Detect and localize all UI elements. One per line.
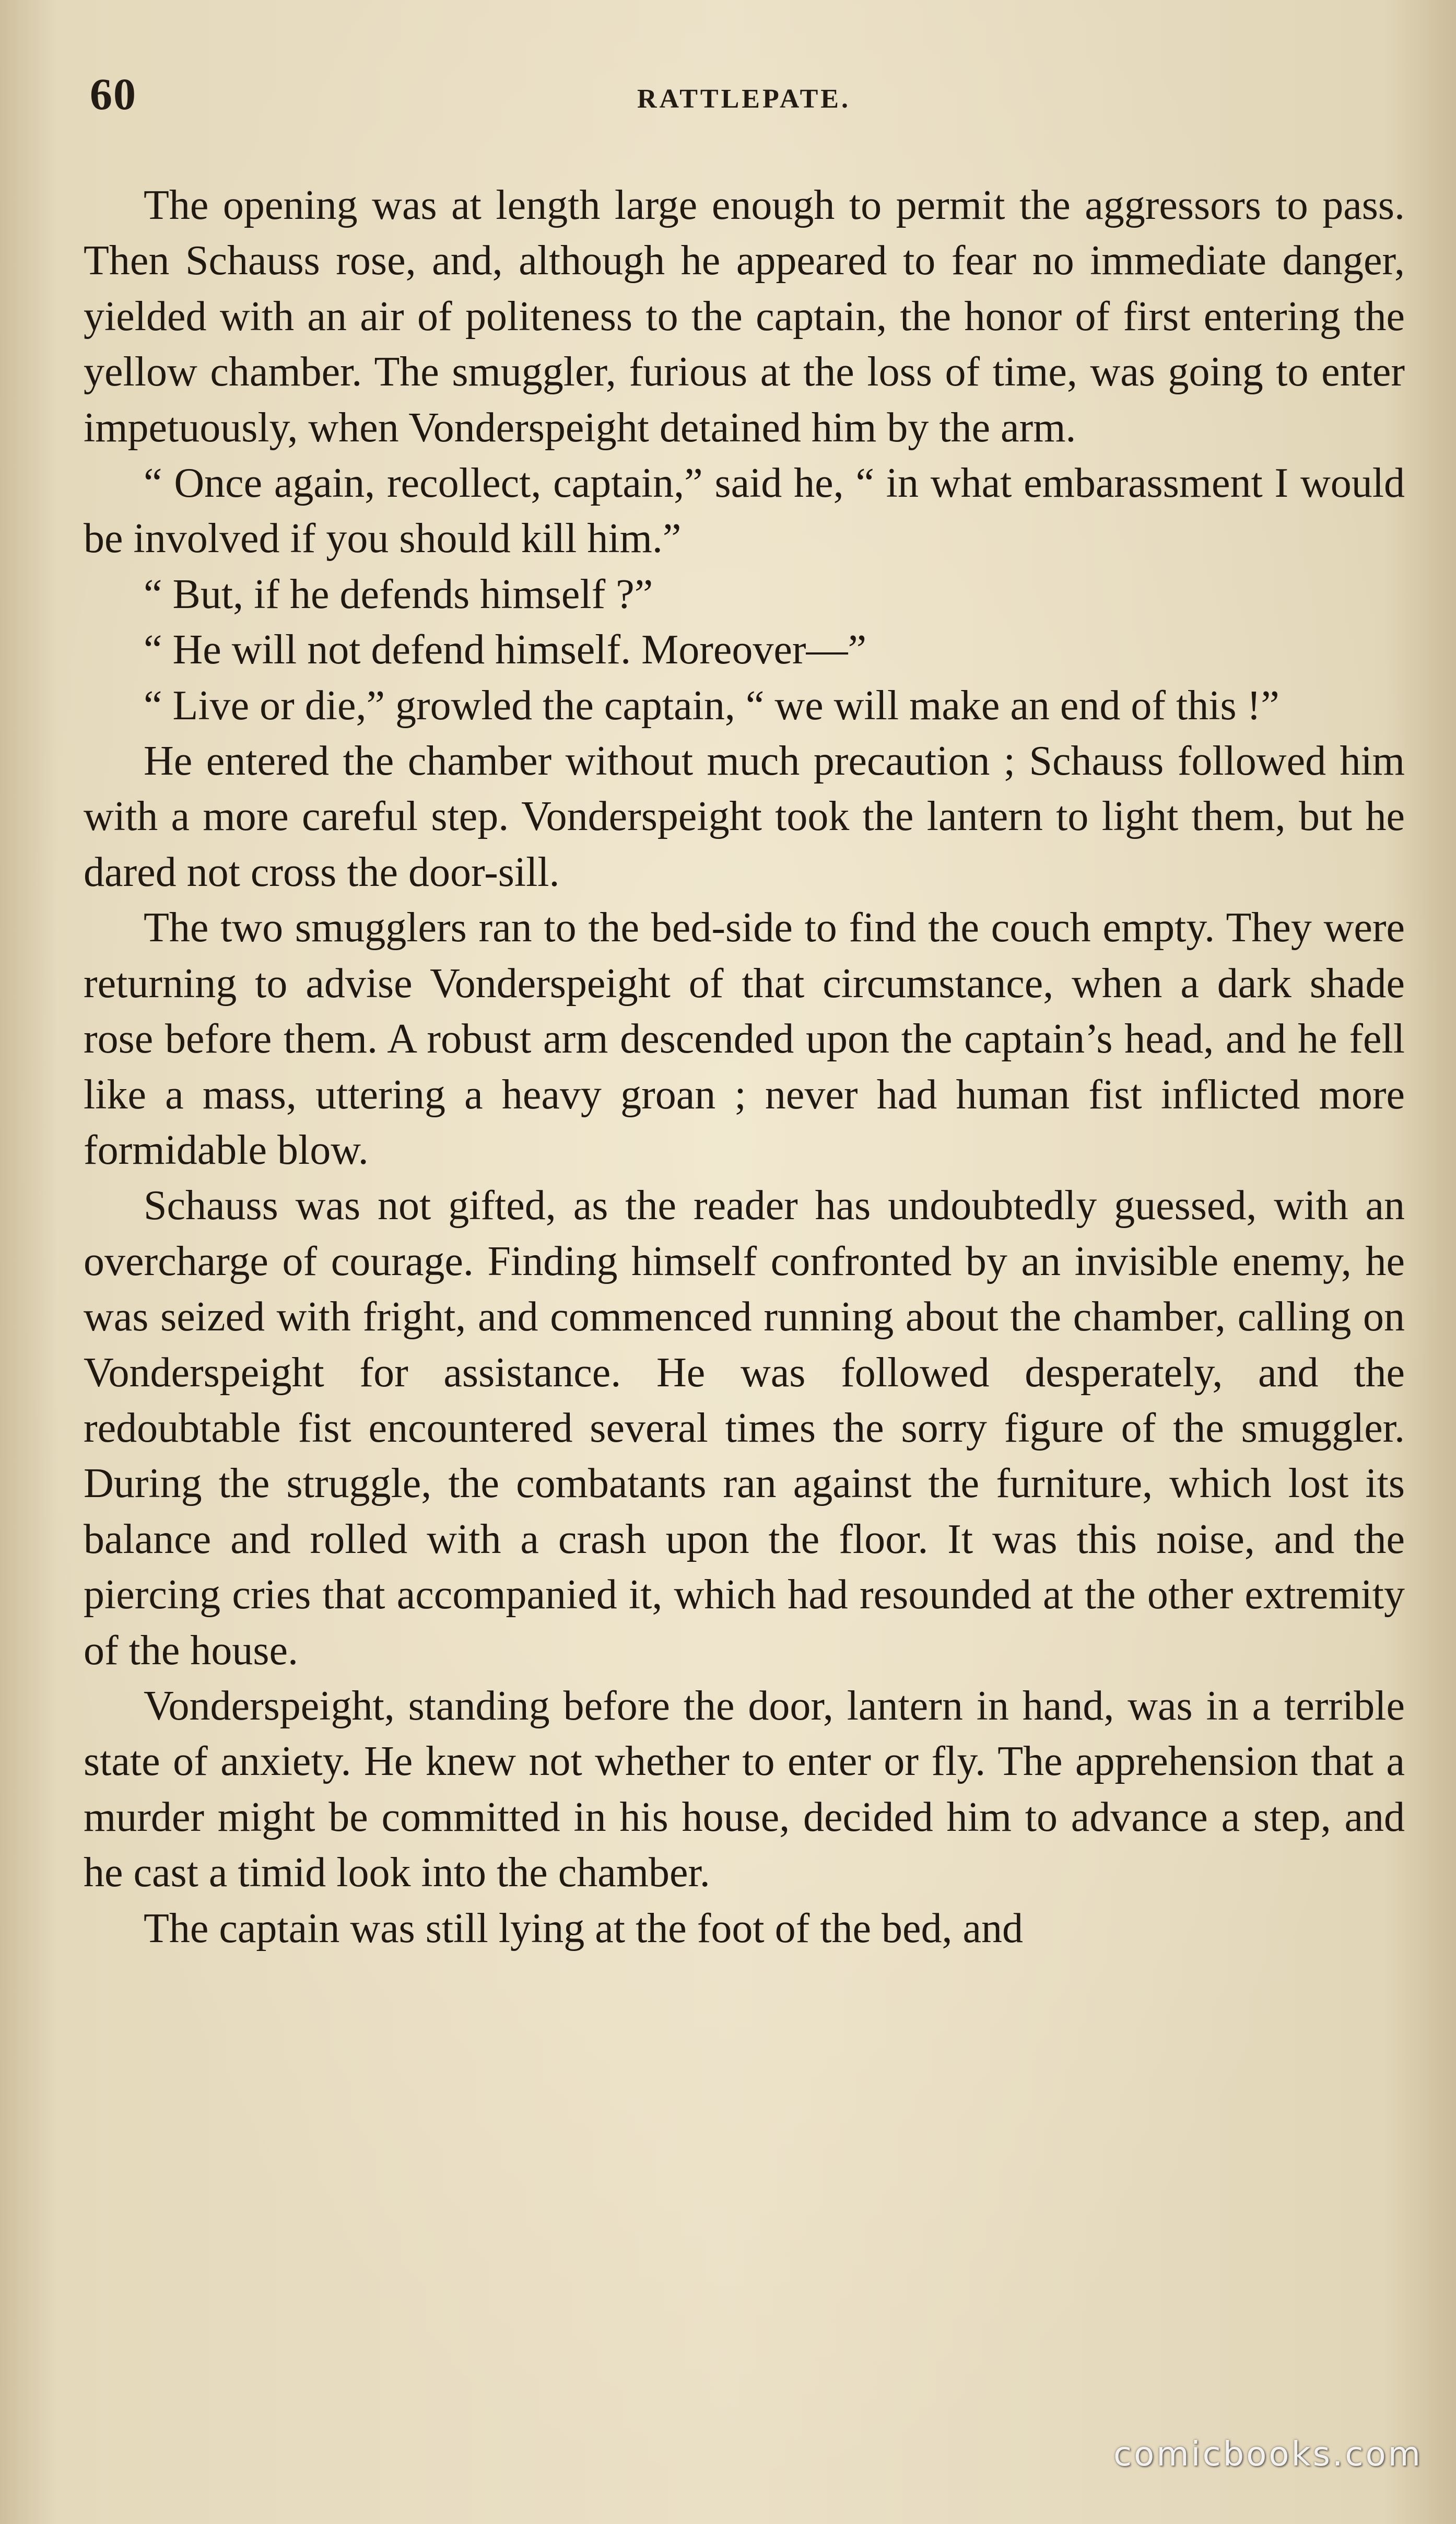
running-title: RATTLEPATE.	[637, 84, 851, 114]
paragraph: Schauss was not gifted, as the reader has undoubtedly guessed, with an overcharge of courage. Finding himself confronted by an invisible enemy, he was seized with fright, and commenced running about the chamber, calling on Vonderspeight for assistance. He was followed desperately, and the redoubtable fist encountered several times the sorry figure of the smuggler. During the struggle, the combatants ran against the furniture, which lost its balance and rolled with a crash upon the floor. It was this noise, and the piercing cries that accompanied it, which had resounded at the other extremity of the house.	[84, 1183, 1405, 1674]
paragraph: “ But, if he defends himself ?”	[144, 571, 653, 617]
text-body	[84, 178, 1405, 1956]
paragraph: The opening was at length large enough to permit the aggressors to pass. Then Schauss rose, and, although he appeared to fear no immediate danger, yielded with an air of politeness to the captain, the honor of first entering the yellow chamber. The smuggler, furious at the loss of time, was going to enter impetuously, when Vonderspeight detained him by the arm.	[84, 182, 1405, 451]
paragraph: He entered the chamber without much precaution ; Schauss followed him with a more careful step. Vonderspeight took the lantern to light them, but he dared not cross the door-sill.	[84, 738, 1405, 895]
running-head	[0, 63, 1456, 136]
paragraph: The two smugglers ran to the bed-side to find the couch empty. They were returning to advise Vonderspeight of that circumstance, when a dark shade rose before them. A robust arm descended upon the captain’s head, and he fell like a mass, uttering a heavy groan ; never had human fist inflicted more formidable blow.	[84, 905, 1405, 1173]
paragraph: The captain was still lying at the foot of the bed, and	[144, 1905, 1023, 1952]
paragraph: “ He will not defend himself. Moreover—”	[144, 627, 867, 673]
paragraph: Vonderspeight, standing before the door, lantern in hand, was in a terrible state of anxiety. He knew not whether to enter or fly. The apprehension that a murder might be committed in his house, decided him to advance a step, and he cast a timid look into the chamber.	[84, 1682, 1405, 1896]
paragraph: “ Once again, recollect, captain,” said he, “ in what embarassment I would be involved if you should kill him.”	[84, 460, 1405, 562]
page-number: 60	[90, 69, 137, 119]
paragraph: “ Live or die,” growled the captain, “ we will make an end of this !”	[144, 682, 1279, 729]
watermark: comicbooks.com	[1113, 2435, 1423, 2474]
